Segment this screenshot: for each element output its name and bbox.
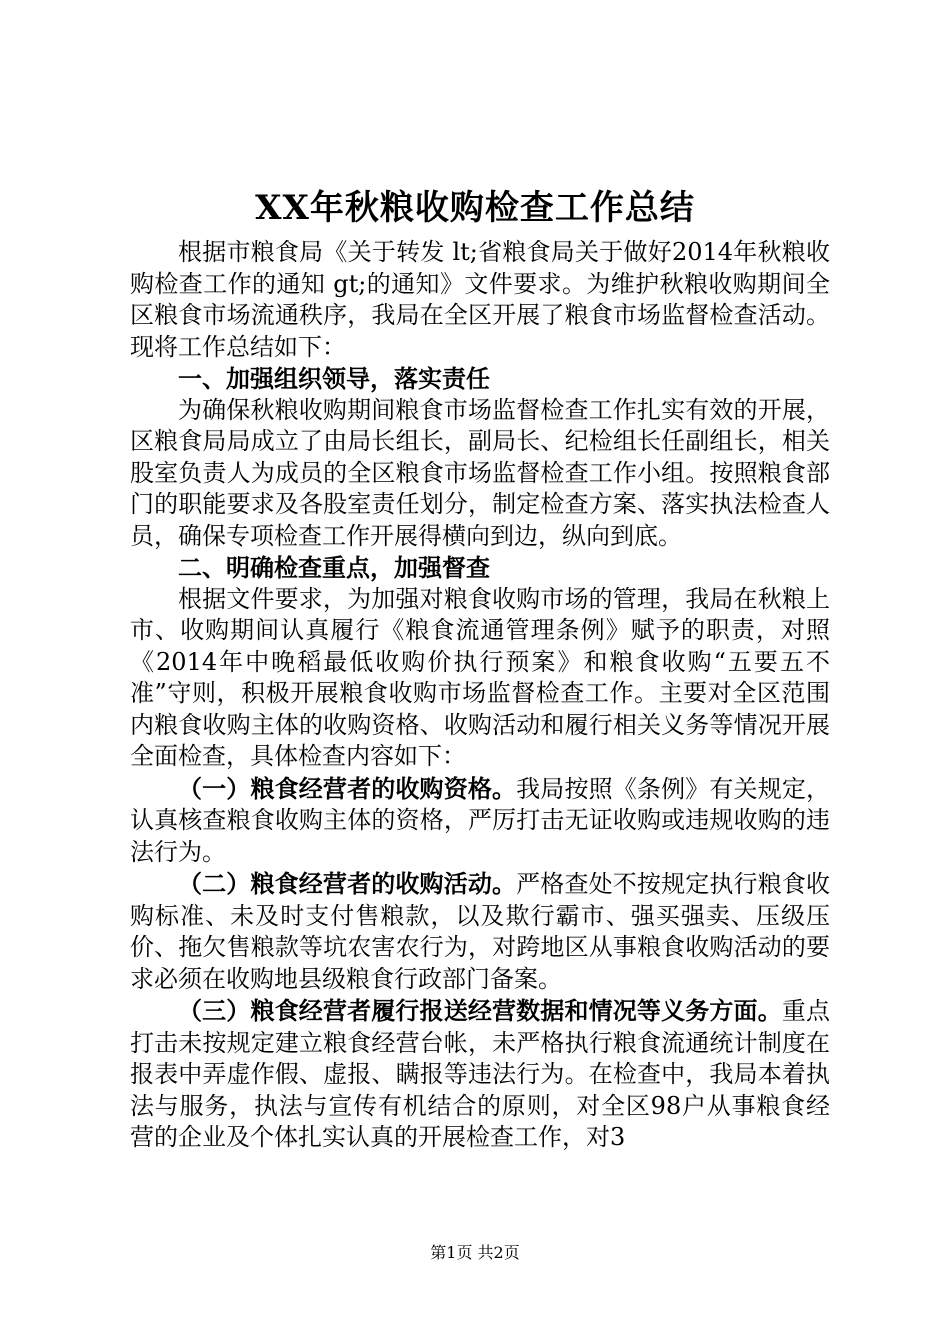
item-lead-3: （三）粮食经营者履行报送经营数据和情况等义务方面。 [178,996,782,1025]
item-paragraph-2 [130,868,830,995]
intro-paragraph: 根据市粮食局《关于转发 lt;省粮食局关于做好2014年秋粮收购检查工作的通知 gt;的通知》文件要求。为维护秋粮收购期间全区粮食市场流通秩序，我局在全区开展了粮食市场监督检查活动。现将工作总结如下： [130,238,830,361]
section-paragraph-1: 为确保秋粮收购期间粮食市场监督检查工作扎实有效的开展，区粮食局局成立了由局长组长，副局长、纪检组长任副组长，相关股室负责人为成员的全区粮食市场监督检查工作小组。按照粮食部门的职能要求及各股室责任划分，制定检查方案、落实执法检查人员，确保专项检查工作开展得横向到边，纵向到底。 [130,395,830,550]
item-text-2: 严格查处不按规定执行粮食收购标准、未及时支付售粮款，以及欺行霸市、强买强卖、压级压价、拖欠售粮款等坑农害农行为，对跨地区从事粮食收购活动的要求必须在收购地县级粮食行政部门备案。 [130,870,831,993]
item-text-1: 我局按照《条例》有关规定，认真核查粮食收购主体的资格，严厉打击无证收购或违规收购的违法行为。 [130,774,831,866]
section-heading-2: 二、明确检查重点，加强督查 [178,553,490,582]
item-paragraph-1 [130,773,830,869]
page-footer: 第1页 共2页 [430,1243,520,1262]
document-title: XX年秋粮收购检查工作总结 [255,188,695,228]
item-paragraph-3 [130,995,830,1154]
item-lead-2: （二）粮食经营者的收购活动。 [178,869,517,898]
item-text-3: 重点打击未按规定建立粮食经营台帐，未严格执行粮食流通统计制度在报表中弄虚作假、虚报、瞒报等违法行为。在检查中，我局本着执法与服务，执法与宣传有机结合的原则，对全区98户从事粮食经营的企业及个体扎实认真的开展检查工作，对3 [130,997,831,1151]
document-body [130,237,830,1154]
section-paragraph-2: 根据文件要求，为加强对粮食收购市场的管理，我局在秋粮上市、收购期间认真履行《粮食流通管理条例》赋予的职责，对照《2014年中晚稻最低收购价执行预案》和粮食收购“五要五不准”守则，积极开展粮食收购市场监督检查工作。主要对全区范围内粮食收购主体的收购资格、收购活动和履行相关义务等情况开展全面检查，具体检查内容如下： [130,584,830,770]
item-lead-1: （一）粮食经营者的收购资格。 [178,773,517,803]
section-heading-1: 一、加强组织领导，落实责任 [178,364,490,393]
